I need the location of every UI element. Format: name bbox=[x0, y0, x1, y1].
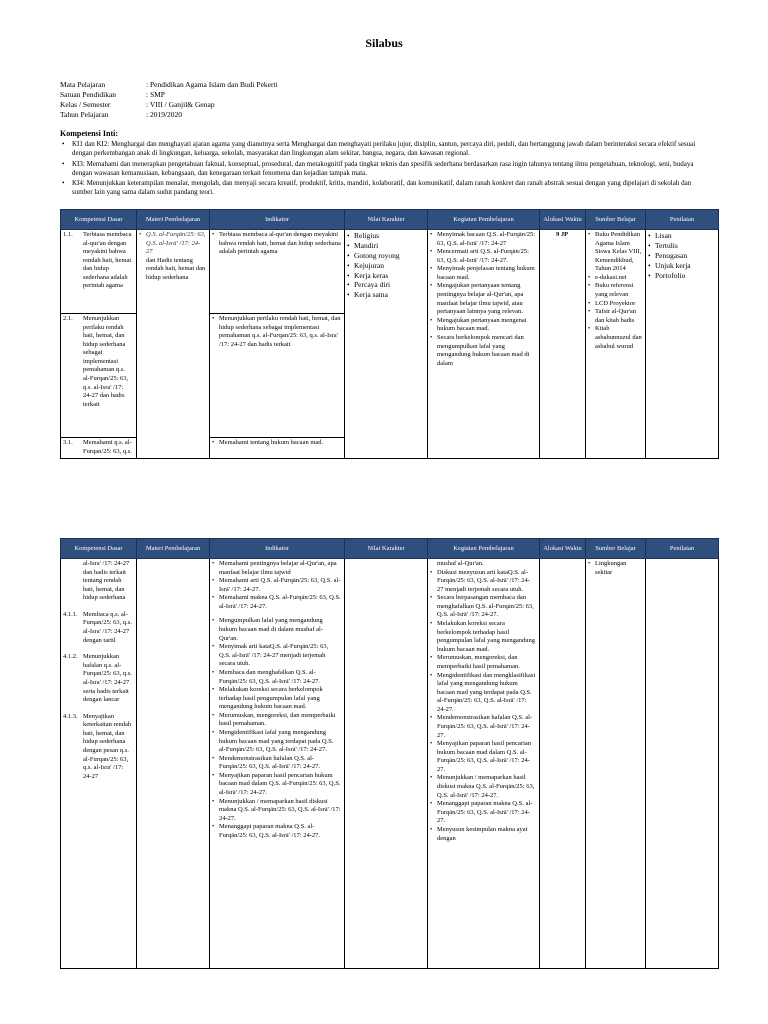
sumber-item: • LCD Proyektor bbox=[588, 300, 642, 309]
penilaian-item: • Penugasan bbox=[648, 251, 715, 261]
table-header-row bbox=[61, 539, 719, 559]
header-alokasi: Alokasi Waktu bbox=[540, 539, 586, 559]
header-materi: Materi Pembelajaran bbox=[137, 210, 210, 230]
penilaian-item: • Lisan bbox=[648, 231, 715, 241]
nilai-item: • Percaya diri bbox=[347, 280, 424, 290]
nilai-item: • Kerja keras bbox=[347, 271, 424, 281]
header-penilaian: Penilaian bbox=[646, 539, 719, 559]
kd-item bbox=[61, 438, 136, 458]
kd-text: Menyajikan keterkaitan rendah hati, hemat, dan hidup sederhana dengan pesan q.s. al-Furqan/25: 63, q.s. al-Isra' /17: 24-27 bbox=[83, 712, 132, 780]
indikator-item: • Mengidentifikasi lafal yang mengandung hukum bacaan mad yang terdapat pada Q.S. al-Furqān/25: 63, Q.S. al-Isrā' /17: 24-27. bbox=[212, 729, 341, 755]
table-row bbox=[61, 559, 719, 969]
indikator-item: • Menanggapi paparan makna Q.S. al-Furqān/25: 63, Q.S. al-Isrā' /17: 24-27. bbox=[212, 823, 341, 840]
alokasi-cell bbox=[540, 559, 586, 969]
kegiatan-item: • Secara berkelompok mencari dan mengumpulkan lafal yang mengandung hukum bacaan mad di dalam bbox=[430, 334, 536, 368]
syllabus-table-1 bbox=[60, 209, 719, 459]
identity-label: Mata Pelajaran bbox=[60, 80, 106, 89]
sumber-item: • Buku referensi yang relevan bbox=[588, 282, 642, 299]
penilaian-cell bbox=[646, 230, 719, 459]
penilaian-cell bbox=[646, 559, 719, 969]
header-indikator: Indikator bbox=[210, 539, 345, 559]
kegiatan-item: • Mengajukan pertanyaan tentang pentingnya belajar al-Qur'an, apa manfaat belajar ilmu tajwid, atau pertanyaan lainnya yang relevan. bbox=[430, 282, 536, 316]
sumber-item: • Lingkungan sekitar bbox=[588, 560, 642, 577]
indikator-item: • Memahami arti Q.S. al-Furqān/25: 63, Q.S. al-Isrā' /17: 24-27. bbox=[212, 577, 341, 594]
identity-row bbox=[60, 100, 278, 110]
kd-number: 1.1. bbox=[63, 231, 73, 238]
kd-text: Memahami q.s. al-Furqan/25: 63, q.s. bbox=[83, 439, 132, 455]
kd-cell bbox=[61, 230, 137, 459]
header-indikator: Indikator bbox=[210, 210, 345, 230]
kd-text: Membaca q.s. al-Furqan/25: 63, q.s. al-Isra' /17: 24-27 dengan tartil bbox=[83, 610, 132, 644]
indikator-item: • Menunjukkan / memaparkan hasil diskusi makna Q.S. al-Furqān/25: 63, Q.S. al-Isrā' /17: 24-27. bbox=[212, 798, 341, 824]
kd-item bbox=[63, 560, 133, 603]
identity-block bbox=[60, 80, 700, 120]
kd-cell bbox=[61, 559, 137, 969]
kd-text: Terbiasa membaca al-qur'an dengan meyakini bahwa rendah hati, hemat dan hidup sederhana adalah perintah agama bbox=[83, 231, 132, 290]
materi-item: dan Hadis tentang rendah hati, hemat dan hidup sederhana bbox=[146, 256, 206, 281]
nilai-item: • Religius bbox=[347, 231, 424, 241]
identity-row bbox=[60, 110, 278, 120]
indikator-item: • Menyajikan paparan hasil pencarian hukum bacaan mad dalam Q.S. al-Furqān/25: 63, Q.S. al-Isrā' /17: 24-27. bbox=[212, 772, 341, 798]
sumber-cell bbox=[586, 559, 646, 969]
nilai-karakter-cell bbox=[345, 230, 428, 459]
nilai-item: • Gotong royong bbox=[347, 251, 424, 261]
identity-value: : VIII / Ganjil& Genap bbox=[146, 99, 215, 109]
kegiatan-item: • Mengajukan pertanyaan mengenai hukum bacaan mad. bbox=[430, 317, 536, 334]
table-row bbox=[61, 230, 719, 459]
kd-number: 4.1.2. bbox=[63, 653, 78, 661]
nilai-karakter-cell bbox=[345, 559, 428, 969]
materi-item: • Q.S. al-Furqān/25: 63, Q.S. al-Isrā' /17: 24-27 bbox=[139, 231, 206, 257]
header-penilaian: Penilaian bbox=[646, 210, 719, 230]
indikator-cell bbox=[210, 559, 345, 969]
kompetensi-inti-heading: Kompetensi Inti: bbox=[60, 129, 118, 138]
header-sumber: Sumber Belajar bbox=[586, 539, 646, 559]
identity-label: Satuan Pendidikan bbox=[60, 89, 117, 99]
kd-number: 2.1. bbox=[63, 315, 73, 322]
materi-cell bbox=[137, 230, 210, 459]
penilaian-item: • Tertulis bbox=[648, 241, 715, 251]
kegiatan-item: • Menunjukkan / memaparkan hasil diskusi makna Q.S. al-Furqān/25: 63, Q.S. al-Isrā' /17: 24-27. bbox=[430, 774, 536, 800]
kegiatan-item: • Secara berpasangan membaca dan menghafalkan Q.S. al-Furqān/25: 63, Q.S. al-Isrā' /17: 24-27. bbox=[430, 594, 536, 620]
header-kegiatan: Kegiatan Pembelajaran bbox=[428, 539, 540, 559]
kegiatan-cell bbox=[428, 230, 540, 459]
kd-item bbox=[63, 611, 133, 645]
indikator-item: • Mengumpulkan lafal yang mengandung hukum bacaan mad di dalam mushaf al-Qur'an. bbox=[212, 617, 341, 643]
sumber-cell bbox=[586, 230, 646, 459]
kegiatan-item: • Mengidentifikasi dan mengklasifikasi lafal yang mengandung hukum bacaan mad yang terdapat pada Q.S. al-Furqān/25: 63, Q.S. al-Isrā' /17: 24-27. bbox=[430, 672, 536, 715]
indikator-item: • Membaca dan menghafalkan Q.S. al-Furqān/25: 63, Q.S. al-Isrā' /17: 24-27. bbox=[212, 669, 341, 686]
kegiatan-item: • Menanggapi paparan makna Q.S. al-Furqān/25: 63, Q.S. al-Isrā' /17: 24-27. bbox=[430, 800, 536, 826]
kd-item bbox=[61, 230, 136, 314]
header-alokasi: Alokasi Waktu bbox=[540, 210, 586, 230]
indikator-item: • Menyimak arti kataQ.S. al-Furqān/25: 63, Q.S. al-Isrā' /17: 24-27 menjadi terjemah secara utuh. bbox=[212, 643, 341, 669]
kompetensi-inti-item: • KI1 dan KI2: Menghargai dan menghayati ajaran agama yang dianutnya serta Menghargai dan menghayati perilaku jujur, disiplin, santun, percaya diri, peduli, dan bertanggung jawab dalam berinteraksi secara efektif sesuai dengan perkembangan anak di lingkungan, keluarga, sekolah, masyarakat dan lingkungan alam sekitar, bangsa, negara, dan kawasan regional. bbox=[60, 140, 710, 158]
kd-item bbox=[63, 653, 133, 704]
identity-value: : SMP bbox=[146, 89, 165, 99]
nilai-item: • Kerja sama bbox=[347, 290, 424, 300]
header-kompetensi-dasar: Kompetensi Dasar bbox=[61, 210, 137, 230]
kegiatan-item: mushaf al-Qur'an. bbox=[437, 560, 484, 567]
table-header-row bbox=[61, 210, 719, 230]
indikator-item: • Melakukan koreksi secara berkelompok terhadap hasil pengumpulan lafal yang mengandung hukum bacaan mad. bbox=[212, 686, 341, 712]
kd-item bbox=[63, 713, 133, 782]
identity-label: Kelas / Semester bbox=[60, 99, 111, 109]
header-kegiatan: Kegiatan Pembelajaran bbox=[428, 210, 540, 230]
kd-text: Menunjukkan hafalan q.s. al-Furqan/25: 63, q.s. al-Isra' /17: 24-27 serta hadis terkait dengan lancar bbox=[83, 653, 132, 704]
kd-text: al-Isra' /17: 24-27 dan hadis terkait tentang rendah hati, hemat, dan hidup sederhana bbox=[83, 560, 130, 602]
identity-row bbox=[60, 90, 278, 100]
header-kompetensi-dasar: Kompetensi Dasar bbox=[61, 539, 137, 559]
kegiatan-item: • Melakukan koreksi secara berkelompok terhadap hasil pengumpulan lafal yang mengandung hukum bacaan mad. bbox=[430, 620, 536, 654]
indikator-item: • Memahami makna Q.S. al-Furqān/25: 63, Q.S. al-Isrā' /17: 24-27. bbox=[212, 594, 341, 611]
penilaian-item: • Unjuk kerja bbox=[648, 261, 715, 271]
identity-value: : Pendidikan Agama Islam dan Budi Pekerti bbox=[146, 80, 278, 89]
kegiatan-item: • Diskusi menyusun arti kataQ.S. al-Furqān/25: 63, Q.S. al-Isrā' /17: 24-27 menjadi terjemah secara utuh. bbox=[430, 569, 536, 595]
sumber-item: • Tafsir al-Qur'an dan kitab hadis bbox=[588, 308, 642, 325]
nilai-item: • Mandiri bbox=[347, 241, 424, 251]
header-sumber: Sumber Belajar bbox=[586, 210, 646, 230]
header-materi: Materi Pembelajaran bbox=[137, 539, 210, 559]
identity-value: : 2019/2020 bbox=[146, 109, 183, 119]
sumber-item: • Kitab asbabunnuzul dan asbabul wurud bbox=[588, 325, 642, 351]
materi-cell bbox=[137, 559, 210, 969]
identity-label: Tahun Pelajaran bbox=[60, 109, 109, 119]
header-nilai-karakter: Nilai Karakter bbox=[345, 210, 428, 230]
kegiatan-item: • Mendemonstrasikan hafalan Q.S. al-Furqān/25: 63, Q.S. al-Isrā' /17: 24-27. bbox=[430, 714, 536, 740]
syllabus-table-2 bbox=[60, 538, 719, 969]
kegiatan-item: • Merumuskan, mengoreksi, dan memperbaiki hasil pemahaman. bbox=[430, 654, 536, 671]
indikator-item: • Memahami pentingnya belajar al-Qur'an, apa manfaat belajar ilmu tajwid bbox=[212, 560, 341, 577]
indikator-item: • Memahami tentang hukum bacaan mad. bbox=[212, 439, 341, 448]
indikator-item: • Mendemonstrasikan hafalan Q.S. al-Furqān/25: 63, Q.S. al-Isrā' /17: 24-27. bbox=[212, 755, 341, 772]
kegiatan-item: • Menyajikan paparan hasil pencarian hukum bacaan mad dalam Q.S. al-Furqān/25: 63, Q.S. al-Isrā' /17: 24-27. bbox=[430, 740, 536, 774]
kd-number bbox=[63, 560, 83, 603]
kegiatan-item: • Mencermati arti Q.S. al-Furqān/25: 63, Q.S. al-Isrā' /17: 24-27. bbox=[430, 248, 536, 265]
identity-row bbox=[60, 80, 278, 90]
indikator-item: • Merumuskan, mengoreksi, dan memperbaiki hasil pemahaman. bbox=[212, 712, 341, 729]
kompetensi-inti-item: • KI3: Memahami dan menerapkan pengetahuan faktual, konseptual, prosedural, dan metakognitif pada tingkat teknis dan spesifik sederhana berdasarkan rasa ingin tahunya tentang ilmu pengetahuan, teknologi, seni, budaya dengan wawasan kemanusiaan, kebangsaan, dan kenegaraan terkait fenomena dan kejadian tampak mata. bbox=[60, 160, 710, 178]
indikator-cell bbox=[210, 230, 345, 459]
kd-number: 4.1.3. bbox=[63, 712, 78, 720]
indikator-item: • Terbiasa membaca al-qur'an dengan meyakini bahwa rendah hati, hemat dan hidup sederhana adalah perintah agama bbox=[212, 231, 341, 257]
indikator-item: • Menunjukkan perilaku rendah hati, hemat, dan hidup sederhana sebagai implementasi pemahaman q.s. al-Furqan/25: 63, q.s. al-Isra' /17: 24-27 dan hadis terkait bbox=[212, 315, 341, 349]
alokasi-cell: 9 JP bbox=[540, 230, 586, 459]
kegiatan-item: • Menyusun kesimpulan makna ayat dengan bbox=[430, 826, 536, 843]
kegiatan-item: • Menyimak bacaan Q.S. al-Furqān/25: 63, Q.S. al-Isrā' /17: 24-27 bbox=[430, 231, 536, 248]
sumber-item: • Buku Pendidikan Agama Islam Siswa Kelas VIII, Kemendikbud, Tahun 2014 bbox=[588, 231, 642, 274]
kegiatan-item: • Menyimak penjelasan tentang hukum bacaan mad. bbox=[430, 265, 536, 282]
kompetensi-inti-item: • KI4: Menunjukkan keterampilan menalar, mengolah, dan menyaji secara kreatif, produktif, kritis, mandiri, kolaboratif, dan komunikatif, dalam ranah konkret dan ranah abstrak sesuai dengan yang dipelajari di sekolah dan sumber lain yang sama dalam sudut pandang teori. bbox=[60, 179, 710, 197]
nilai-item: • Kejujuran bbox=[347, 261, 424, 271]
sumber-item: • e-dukasi.net bbox=[588, 274, 642, 283]
header-nilai-karakter: Nilai Karakter bbox=[345, 539, 428, 559]
penilaian-item: • Portofolio bbox=[648, 271, 715, 281]
page-title: Silabus bbox=[365, 36, 403, 50]
kd-number: 3.1. bbox=[63, 439, 73, 446]
kompetensi-inti bbox=[60, 129, 710, 199]
kd-text: Menunjukkan perilaku rendah hati, hemat, dan hidup sederhana sebagai implementasi pemahaman q.s. al-Furqan/25: 63, q.s. al-Isra' /17: 24-27 dan hadis terkait bbox=[83, 315, 129, 408]
kegiatan-cell bbox=[428, 559, 540, 969]
kd-number: 4.1.1. bbox=[63, 610, 78, 618]
kd-item bbox=[61, 314, 136, 438]
